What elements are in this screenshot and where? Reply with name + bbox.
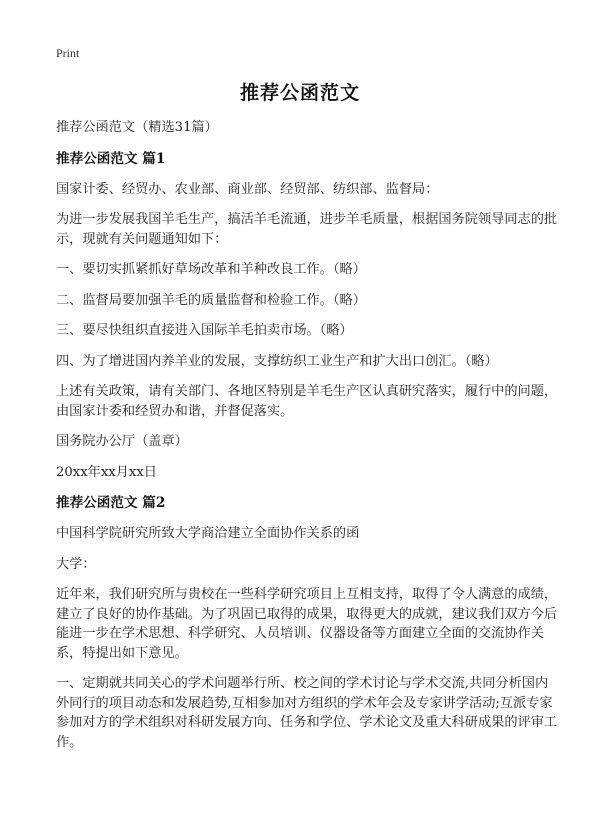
paragraph: 近年来，我们研究所与贵校在一些科学研究项目上互相支持，取得了令人满意的成绩，建立了良好的协作基础。为了巩固已取得的成果，取得更大的成就，建议我们双方今后能进一步在学术思想、科学研究、人员培训、仪器设备等方面建立全面的交流协作关系，特提出如下意见。 [56, 587, 558, 661]
paragraph: 一、定期就共同关心的学术问题举行所、校之间的学术讨论与学术交流,共同分析国内外同行的项目动态和发展趋势,互相参加对方组织的学术年会及专家讲学活动;互派专家参加对方的学术组织对科研发展方向、任务和学位、学术论文及重大科研成果的评审工作。 [56, 676, 558, 750]
paragraph: 三、要尽快组织直接进入国际羊毛拍卖市场。（略） [56, 323, 353, 338]
paragraph: 上述有关政策，请有关部门、各地区特别是羊毛生产区认真研究落实，履行中的问题，由国家计委和经贸办和谐，并督促落实。 [56, 384, 558, 419]
document-body [56, 118, 558, 763]
section-heading-1: 推荐公函范文 篇1 [56, 150, 166, 167]
paragraph: 中国科学院研究所致大学商洽建立全面协作关系的函 [56, 526, 360, 541]
page-title: 推荐公函范文 [239, 82, 360, 104]
section-heading-2: 推荐公函范文 篇2 [56, 495, 166, 511]
print-label[interactable]: Print [56, 46, 80, 60]
paragraph: 大学： [56, 556, 96, 572]
paragraph: 为进一步发展我国羊毛生产，搞活羊毛流通，进步羊毛质量，根据国务院领导同志的批示，现就有关问题通知如下： [56, 212, 558, 247]
paragraph: 四、为了增进国内养羊业的发展，支撑纺织工业生产和扩大出口创汇。（略） [56, 353, 498, 369]
date: 20xx年xx月xx日 [56, 464, 157, 480]
paragraph: 二、监督局要加强羊毛的质量监督和检验工作。（略） [56, 292, 366, 308]
paragraph: 一、要切实抓紧抓好草场改革和羊种改良工作。（略） [56, 262, 366, 277]
signature: 国务院办公厅（盖章） [56, 434, 188, 449]
document-subtitle: 推荐公函范文（精选31篇） [56, 120, 218, 135]
paragraph: 国家计委、经贸办、农业部、商业部、经贸部、纺织部、监督局： [56, 181, 439, 197]
